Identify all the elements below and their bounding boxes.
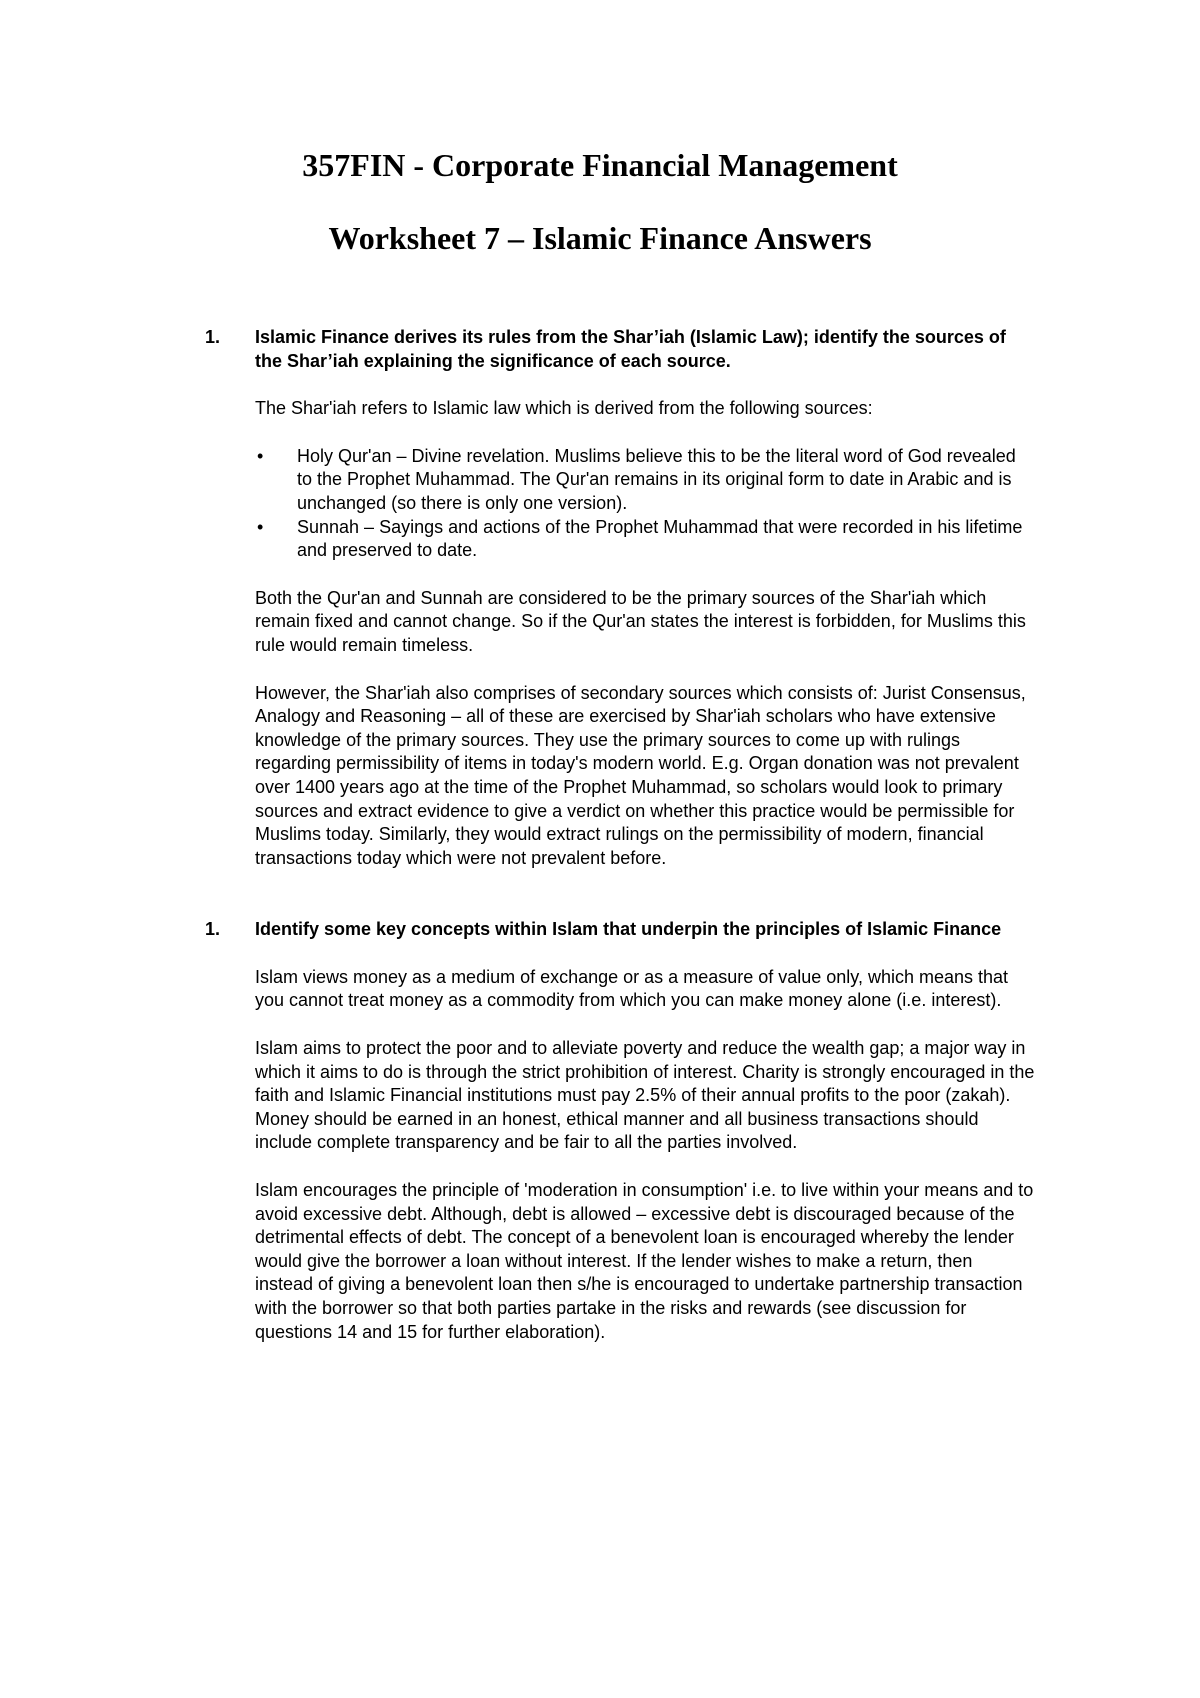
- answer-body: [255, 397, 1035, 870]
- answer-paragraph: Both the Qur'an and Sunnah are considered to be the primary sources of the Shar'iah which remain fixed and cannot change. So if the Qur'an states the interest is forbidden, for Muslims this rule would remain timeless.: [255, 587, 1026, 655]
- list-item: [255, 516, 1035, 563]
- answer-intro: The Shar'iah refers to Islamic law which is derived from the following sources:: [255, 398, 873, 419]
- question-heading: [205, 326, 1035, 373]
- question-number: 1.: [205, 919, 221, 940]
- question-text: Islamic Finance derives its rules from the Shar’iah (Islamic Law); identify the sources of the Shar’iah explaining the significance of each source.: [255, 327, 1006, 371]
- answer-paragraph: Islam aims to protect the poor and to alleviate poverty and reduce the wealth gap; a major way in which it aims to do is through the strict prohibition of interest. Charity is strongly encouraged in the faith and Islamic Financial institutions must pay 2.5% of their annual profits to the poor (zakah). Money should be earned in an honest, ethical manner and all business transactions should include complete transparency and be fair to all the parties involved.: [255, 1038, 1035, 1153]
- worksheet-subtitle: Worksheet 7 – Islamic Finance Answers: [328, 220, 872, 256]
- question-number: 1.: [205, 327, 221, 347]
- list-item-text: Sunnah – Sayings and actions of the Prophet Muhammad that were recorded in his lifetime and preserved to date.: [297, 516, 1023, 561]
- worksheet-content: [205, 326, 1035, 1344]
- question-heading: [205, 918, 1035, 942]
- bullet-icon: •: [257, 445, 264, 466]
- question-section-1: [205, 326, 1035, 870]
- list-item-text: Holy Qur'an – Divine revelation. Muslims believe this to be the literal word of God revealed to the Prophet Muhammad. The Qur'an remains in its original form to date in Arabic and is unchanged (so there is only one version).: [297, 445, 1016, 513]
- bullet-icon: •: [257, 516, 264, 537]
- list-item: [255, 445, 1035, 516]
- answer-paragraph: However, the Shar'iah also comprises of secondary sources which consists of: Jurist Consensus, Analogy and Reasoning – all of these are exercised by Shar'iah scholars who have extensive knowledge of the primary sources. They use the primary sources to come up with rulings regarding permissibility of items in today's modern world. E.g. Organ donation was not prevalent over 1400 years ago at the time of the Prophet Muhammad, so scholars would look to primary sources and extract evidence to give a verdict on whether this practice would be permissible for Muslims today. Similarly, they would extract rulings on the permissibility of modern, financial transactions today which were not prevalent before.: [255, 682, 1026, 868]
- sources-list: [255, 445, 1035, 563]
- answer-paragraph: Islam encourages the principle of 'moderation in consumption' i.e. to live within your means and to avoid excessive debt. Although, debt is allowed – excessive debt is discouraged because of the detrimental effects of debt. The concept of a benevolent loan is encouraged whereby the lender would give the borrower a loan without interest. If the lender wishes to make a return, then instead of giving a benevolent loan then s/he is encouraged to undertake partnership transaction with the borrower so that both parties partake in the risks and rewards (see discussion for questions 14 and 15 for further elaboration).: [255, 1180, 1034, 1342]
- question-section-2: [205, 918, 1035, 1344]
- answer-body: [255, 966, 1035, 1344]
- document-title: 357FIN - Corporate Financial Management: [302, 147, 898, 183]
- answer-paragraph: Islam views money as a medium of exchange or as a measure of value only, which means that you cannot treat money as a commodity from which you can make money alone (i.e. interest).: [255, 966, 1009, 1011]
- question-text: Identify some key concepts within Islam that underpin the principles of Islamic Finance: [255, 919, 1002, 940]
